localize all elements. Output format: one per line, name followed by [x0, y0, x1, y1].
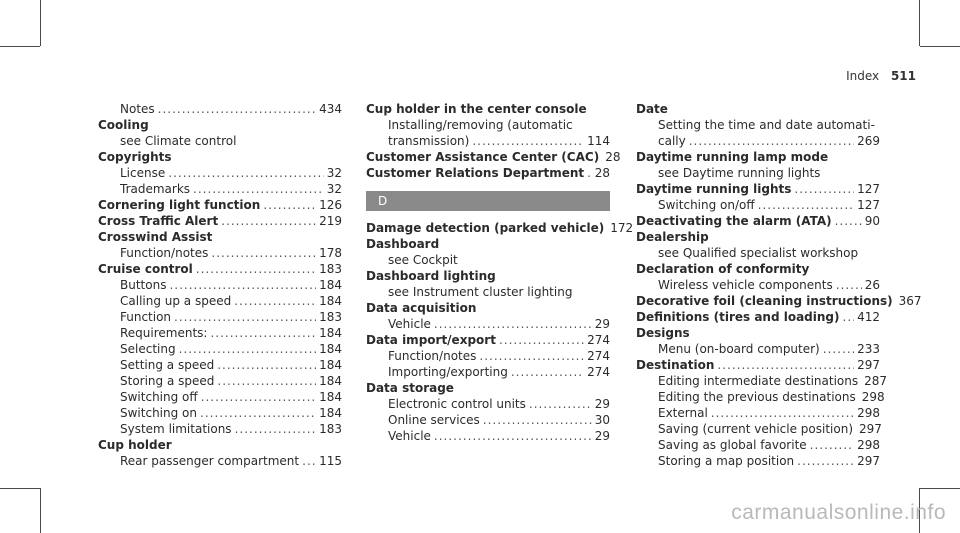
dot-leader	[529, 397, 592, 411]
dot-leader	[169, 278, 316, 292]
index-heading: Dashboard lighting	[366, 269, 496, 283]
entry-text: Switching on/off	[658, 198, 755, 212]
page-ref[interactable]: 298	[857, 438, 880, 452]
cross-reference: see Cockpit	[388, 253, 458, 267]
entry-text: Vehicle	[388, 429, 431, 443]
page-ref[interactable]: 184	[319, 342, 342, 356]
index-subentry[interactable]	[636, 454, 880, 470]
dot-leader	[210, 326, 316, 340]
index-heading: Designs	[636, 326, 690, 340]
entry-text: Cross Traffic Alert	[98, 214, 219, 228]
entry-text: Calling up a speed	[120, 294, 232, 308]
index-subentry[interactable]	[366, 317, 610, 333]
page-ref[interactable]: 183	[319, 262, 342, 276]
entry-text: Switching on	[120, 406, 197, 420]
entry-text: transmission)	[388, 134, 470, 148]
page-ref[interactable]: 274	[587, 365, 610, 379]
dot-leader	[235, 422, 317, 436]
entry-text: Switching off	[120, 390, 198, 404]
entry-text: Customer Assistance Center (CAC)	[366, 150, 600, 164]
dot-leader	[823, 342, 854, 356]
index-subentry[interactable]	[366, 349, 610, 365]
entry-text: Cruise control	[98, 262, 193, 276]
index-subentry[interactable]	[98, 422, 342, 438]
index-entry[interactable]	[636, 182, 880, 198]
dot-leader	[711, 406, 854, 420]
index-subentry[interactable]	[636, 406, 880, 422]
page-ref[interactable]: 412	[857, 310, 880, 324]
index-entry[interactable]	[98, 198, 342, 214]
entry-text: Storing a map position	[658, 454, 795, 468]
index-entry[interactable]	[636, 214, 880, 230]
entry-text: Buttons	[120, 278, 167, 292]
page-ref[interactable]: 29	[594, 397, 610, 411]
index-heading: Date	[636, 102, 668, 116]
index-entry[interactable]	[366, 221, 634, 237]
cross-reference: see Instrument cluster lighting	[388, 285, 573, 299]
index-heading: Data acquisition	[366, 301, 477, 315]
page-ref[interactable]: 297	[859, 422, 882, 436]
dot-leader	[434, 317, 592, 331]
index-subentry[interactable]	[366, 134, 610, 150]
index-heading: Data storage	[366, 381, 454, 395]
page-ref[interactable]: 274	[587, 333, 610, 347]
index-subentry[interactable]	[98, 166, 342, 182]
page-ref[interactable]: 184	[319, 294, 342, 308]
index-subentry[interactable]	[98, 246, 342, 262]
entry-text: Function	[120, 310, 172, 324]
index-entry[interactable]	[366, 333, 610, 349]
entry-text: Importing/exporting	[388, 365, 508, 379]
page-ref[interactable]: 298	[857, 406, 880, 420]
crop-mark	[40, 0, 41, 46]
entry-text: Online services	[388, 413, 480, 427]
dot-leader	[758, 198, 854, 212]
index-subentry[interactable]	[98, 342, 342, 358]
dot-leader	[483, 413, 592, 427]
dot-leader	[179, 342, 317, 356]
page-ref[interactable]: 274	[587, 349, 610, 363]
dot-leader	[511, 365, 584, 379]
page-ref[interactable]: 184	[319, 406, 342, 420]
dot-leader	[217, 374, 316, 388]
dot-leader	[479, 349, 584, 363]
dot-leader	[168, 166, 323, 180]
dot-leader	[201, 390, 316, 404]
dot-leader	[836, 278, 862, 292]
page-ref[interactable]: 115	[319, 454, 342, 468]
page-ref[interactable]: 219	[319, 214, 342, 228]
index-subentry[interactable]	[366, 413, 610, 429]
index-subentry[interactable]	[98, 182, 342, 198]
dot-leader	[434, 429, 592, 443]
page-ref[interactable]: 172	[610, 221, 634, 235]
index-subentry[interactable]	[98, 278, 342, 294]
page-ref[interactable]: 269	[857, 134, 880, 148]
crop-mark	[920, 488, 960, 489]
page-ref[interactable]: 114	[587, 134, 610, 148]
index-subentry[interactable]	[636, 422, 880, 438]
index-column-2	[366, 102, 634, 445]
dot-leader	[158, 102, 316, 116]
index-entry[interactable]	[98, 214, 342, 230]
entry-text: Menu (on-board computer)	[658, 342, 820, 356]
cross-reference: see Qualified specialist workshop	[658, 246, 859, 260]
cross-reference: Setting the time and date automati-	[658, 118, 875, 132]
page-ref[interactable]: 178	[319, 246, 342, 260]
page-ref[interactable]: 297	[857, 358, 880, 372]
entry-text: Notes	[120, 102, 155, 116]
entry-text: External	[658, 406, 708, 420]
index-heading: Crosswind Assist	[98, 230, 213, 244]
dot-leader	[689, 134, 854, 148]
entry-text: Setting a speed	[120, 358, 215, 372]
index-subentry[interactable]	[636, 438, 880, 454]
index-subentry[interactable]	[98, 294, 342, 310]
index-heading: Cup holder	[98, 438, 172, 452]
page-ref[interactable]: 32	[326, 182, 342, 196]
page-ref[interactable]: 184	[319, 358, 342, 372]
entry-text: Function/notes	[120, 246, 209, 260]
cross-reference: see Daytime running lights	[658, 166, 821, 180]
index-subentry[interactable]	[636, 342, 880, 358]
entry-text: Daytime running lights	[636, 182, 792, 196]
index-subentry[interactable]	[366, 365, 610, 381]
dot-leader	[794, 182, 854, 196]
index-subentry[interactable]	[98, 454, 342, 470]
index-subentry[interactable]	[98, 358, 342, 374]
page-ref[interactable]: 183	[319, 422, 342, 436]
page-ref[interactable]: 28	[605, 150, 621, 164]
page-ref[interactable]: 184	[319, 326, 342, 340]
index-heading: Daytime running lamp mode	[636, 150, 829, 164]
entry-text: Decorative foil (cleaning instructions)	[636, 294, 893, 308]
cross-reference: see Climate control	[120, 134, 237, 148]
crop-mark	[0, 46, 40, 47]
crop-mark	[0, 488, 40, 489]
crop-mark	[919, 0, 920, 46]
page-ref[interactable]: 30	[594, 413, 610, 427]
dot-leader	[302, 454, 316, 468]
dot-leader	[810, 438, 854, 452]
page-ref[interactable]: 29	[594, 429, 610, 443]
index-heading: Dashboard	[366, 237, 440, 251]
page-ref[interactable]: 367	[898, 294, 922, 308]
page-ref[interactable]: 184	[319, 390, 342, 404]
dot-leader	[200, 406, 316, 420]
section-label: Index	[846, 69, 880, 83]
page-ref[interactable]: 90	[864, 214, 880, 228]
entry-text: Trademarks	[120, 182, 191, 196]
entry-text: Requirements:	[120, 326, 208, 340]
entry-text: Damage detection (parked vehicle)	[366, 221, 605, 235]
dot-leader	[499, 333, 584, 347]
dot-leader	[196, 262, 316, 276]
index-subentry[interactable]	[98, 406, 342, 422]
index-entry[interactable]	[636, 358, 880, 374]
page-number: 511	[890, 69, 916, 83]
page-ref[interactable]: 233	[857, 342, 880, 356]
dot-leader	[797, 454, 854, 468]
page-ref[interactable]: 297	[857, 454, 880, 468]
entry-text: Editing intermediate destinations	[658, 374, 859, 388]
index-subentry[interactable]	[636, 374, 888, 390]
dot-leader	[835, 214, 862, 228]
page-ref[interactable]: 298	[861, 390, 885, 404]
index-subentry[interactable]	[98, 310, 342, 326]
index-column-1	[98, 102, 342, 470]
page-ref[interactable]: 184	[319, 278, 342, 292]
cross-reference: Installing/removing (automatic	[388, 118, 573, 132]
entry-text: Deactivating the alarm (ATA)	[636, 214, 832, 228]
index-heading: Cooling	[98, 118, 149, 132]
dot-leader	[472, 134, 584, 148]
page-ref[interactable]: 32	[326, 166, 342, 180]
entry-text: cally	[658, 134, 686, 148]
entry-text: Vehicle	[388, 317, 431, 331]
entry-text: License	[120, 166, 166, 180]
page-ref[interactable]: 184	[319, 374, 342, 388]
watermark: carmanualsonline.info	[731, 501, 946, 524]
page-ref[interactable]: 127	[857, 198, 880, 212]
entry-text: Data import/export	[366, 333, 496, 347]
entry-text: Destination	[636, 358, 715, 372]
index-heading: Declaration of conformity	[636, 262, 810, 276]
crop-mark	[40, 488, 41, 533]
entry-text: Rear passenger compartment	[120, 454, 300, 468]
index-column-3	[636, 102, 922, 470]
page-ref[interactable]: 434	[319, 102, 342, 116]
crop-mark	[920, 46, 960, 47]
page-ref[interactable]: 126	[319, 198, 342, 212]
entry-text: Function/notes	[388, 349, 477, 363]
index-subentry[interactable]	[98, 326, 342, 342]
page-ref[interactable]: 127	[857, 182, 880, 196]
dot-leader	[217, 358, 316, 372]
entry-text: Wireless vehicle components	[658, 278, 833, 292]
entry-text: Saving as global favorite	[658, 438, 807, 452]
dot-leader	[587, 166, 592, 180]
index-entry[interactable]	[366, 166, 610, 182]
entry-text: Electronic control units	[388, 397, 526, 411]
dot-leader	[843, 310, 855, 324]
index-subentry[interactable]	[366, 429, 610, 445]
index-entry[interactable]	[636, 310, 880, 326]
entry-text: System limitations	[120, 422, 232, 436]
entry-text: Definitions (tires and loading)	[636, 310, 840, 324]
dot-leader	[221, 214, 316, 228]
dot-leader	[717, 358, 854, 372]
letter-heading: D	[366, 191, 610, 211]
index-subentry[interactable]	[636, 278, 880, 294]
index-heading: Cup holder in the center console	[366, 102, 587, 116]
page-ref[interactable]: 28	[594, 166, 610, 180]
entry-text: Storing a speed	[120, 374, 215, 388]
index-heading: Copyrights	[98, 150, 172, 164]
page-ref[interactable]: 29	[594, 317, 610, 331]
dot-leader	[193, 182, 324, 196]
page-ref[interactable]: 26	[864, 278, 880, 292]
page-ref[interactable]: 287	[864, 374, 888, 388]
page-header	[846, 69, 916, 83]
index-entry[interactable]	[366, 150, 621, 166]
page-ref[interactable]: 183	[319, 310, 342, 324]
dot-leader	[211, 246, 316, 260]
index-subentry[interactable]	[636, 134, 880, 150]
index-subentry[interactable]	[98, 102, 342, 118]
index-subentry[interactable]	[636, 390, 885, 406]
entry-text: Editing the previous destinations	[658, 390, 856, 404]
index-subentry[interactable]	[366, 397, 610, 413]
index-subentry[interactable]	[636, 198, 880, 214]
entry-text: Customer Relations Department	[366, 166, 585, 180]
entry-text: Selecting	[120, 342, 176, 356]
index-entry[interactable]	[636, 294, 922, 310]
index-subentry[interactable]	[98, 374, 342, 390]
dot-leader	[263, 198, 316, 212]
index-heading: Dealership	[636, 230, 709, 244]
entry-text: Saving (current vehicle position)	[658, 422, 853, 436]
dot-leader	[174, 310, 316, 324]
index-subentry[interactable]	[98, 390, 342, 406]
entry-text: Cornering light function	[98, 198, 261, 212]
dot-leader	[234, 294, 316, 308]
index-entry[interactable]	[98, 262, 342, 278]
